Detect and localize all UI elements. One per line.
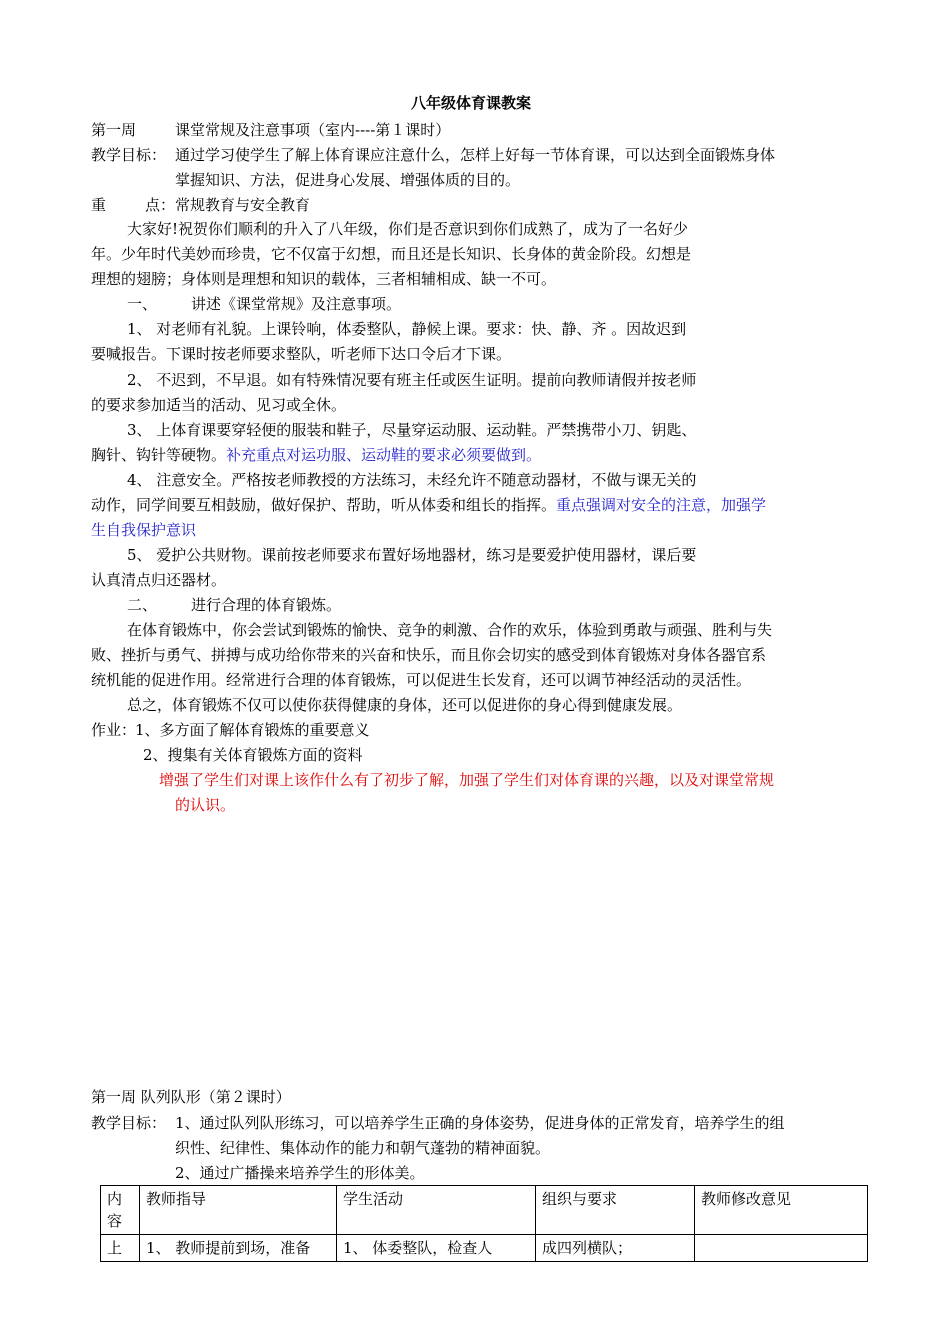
paragraph-line: 总之，体育锻炼不仅可以使你获得健康的身体，还可以促进你的身心得到健康发展。 <box>127 696 683 714</box>
paragraph-line: 大家好!祝贺你们顺利的升入了八年级，你们是否意识到你们成熟了，成为了一名好少 <box>127 220 689 238</box>
lesson-topic: 课堂常规及注意事项（室内----第１课时） <box>175 121 451 139</box>
table-header-row <box>101 1186 868 1235</box>
goal-text: 1、通过队列队形练习，可以培养学生正确的身体姿势，促进身体的正常发育，培养学生的组 <box>175 1114 785 1132</box>
page-title: 八年级体育课教案 <box>411 94 532 112</box>
table-cell: 1、 体委整队，检查人 <box>337 1235 536 1262</box>
table-cell: 上 <box>101 1235 140 1262</box>
goal-text: 2、通过广播操来培养学生的形体美。 <box>175 1164 425 1182</box>
key-point-label: 点： <box>145 196 176 214</box>
rule-item: 3、 上体育课要穿轻便的服装和鞋子，尽量穿运动服、运动鞋。严禁携带小刀、钥匙、 <box>127 421 697 439</box>
homework-item: 2、搜集有关体育锻炼方面的资料 <box>143 746 363 764</box>
key-point-text: 常规教育与安全教育 <box>175 196 311 214</box>
table-cell <box>695 1235 868 1262</box>
paragraph-line: 统机能的促进作用。经常进行合理的体育锻炼，可以促进生长发育，还可以调节神经活动的灵活性。 <box>91 671 752 689</box>
section-heading: 进行合理的体育锻炼。 <box>191 596 342 614</box>
homework-label: 作业： <box>91 721 137 739</box>
rule-item: 1、 对老师有礼貌。上课铃响，体委整队，静候上课。要求：快、静、齐 。因故迟到 <box>127 320 687 338</box>
homework-item: 1、多方面了解体育锻炼的重要意义 <box>135 721 370 739</box>
goal-text: 掌握知识、方法，促进身心发展、增强体质的目的。 <box>175 171 521 189</box>
paragraph-line: 年。少年时代美妙而珍贵，它不仅富于幻想，而且还是长知识、长身体的黄金阶段。幻想是 <box>91 245 692 263</box>
lesson-plan-table <box>100 1185 868 1262</box>
rule-item <box>91 493 766 517</box>
paragraph-line: 在体育锻炼中，你会尝试到锻炼的愉快、竞争的刺激、合作的欢乐，体验到勇敢与顽强、胜利与失 <box>127 621 773 639</box>
rule-item <box>91 443 541 467</box>
table-row <box>101 1235 868 1262</box>
table-header-cell: 组织与要求 <box>536 1186 695 1235</box>
rule-item: 4、 注意安全。严格按老师教授的方法练习，未经允许不随意动器材，不做与课无关的 <box>127 471 697 489</box>
table-header-cell: 教师修改意见 <box>695 1186 868 1235</box>
goal-text: 织性、纪律性、集体动作的能力和朝气蓬勃的精神面貌。 <box>175 1139 551 1157</box>
reflection-note: 的认识。 <box>175 796 236 814</box>
week-label: 第一周 <box>91 121 137 139</box>
rule-item: 的要求参加适当的活动、见习或全休。 <box>91 396 347 414</box>
teacher-note: 重点强调对安全的注意，加强学 <box>556 496 767 514</box>
teacher-note: 补充重点对运功服、运动鞋的要求必须要做到。 <box>226 446 542 464</box>
table-cell: 成四列横队； <box>536 1235 695 1262</box>
reflection-note: 增强了学生们对课上该作什么有了初步了解，加强了学生们对体育课的兴趣，以及对课堂常规 <box>159 771 775 789</box>
section-number: 二、 <box>127 596 158 614</box>
rule-item: 要喊报告。下课时按老师要求整队，听老师下达口令后才下课。 <box>91 345 512 363</box>
table-header-cell: 内容 <box>101 1186 140 1235</box>
rule-text: 动作，同学间要互相鼓励，做好保护、帮助，听从体委和组长的指挥。 <box>91 496 557 514</box>
paragraph-line: 理想的翅膀；身体则是理想和知识的载体，三者相辅相成、缺一不可。 <box>91 270 557 288</box>
key-point-label: 重 <box>91 196 107 214</box>
section-heading: 讲述《课堂常规》及注意事项。 <box>191 295 402 313</box>
section-number: 一、 <box>127 295 158 313</box>
goal-label: 教学目标： <box>91 146 167 164</box>
paragraph-line: 败、挫折与勇气、拼搏与成功给你带来的兴奋和快乐，而且你会切实的感受到体育锻炼对身体各器官系 <box>91 646 767 664</box>
goal-text: 通过学习使学生了解上体育课应注意什么，怎样上好每一节体育课，可以达到全面锻炼身体 <box>175 146 776 164</box>
table-header-cell: 学生活动 <box>337 1186 536 1235</box>
teacher-note: 生自我保护意识 <box>91 521 197 539</box>
lesson-topic: 第一周 队列队形（第２课时） <box>91 1088 291 1106</box>
rule-item: 认真清点归还器材。 <box>91 571 227 589</box>
goal-label: 教学目标： <box>91 1114 167 1132</box>
table-header-cell: 教师指导 <box>140 1186 337 1235</box>
rule-item: 2、 不迟到，不早退。如有特殊情况要有班主任或医生证明。提前向教师请假并按老师 <box>127 371 697 389</box>
rule-text: 胸针、钩针等硬物。 <box>91 446 227 464</box>
table-cell: 1、 教师提前到场，准备 <box>140 1235 337 1262</box>
rule-item: 5、 爱护公共财物。课前按老师要求布置好场地器材，练习是要爱护使用器材，课后要 <box>127 546 697 564</box>
